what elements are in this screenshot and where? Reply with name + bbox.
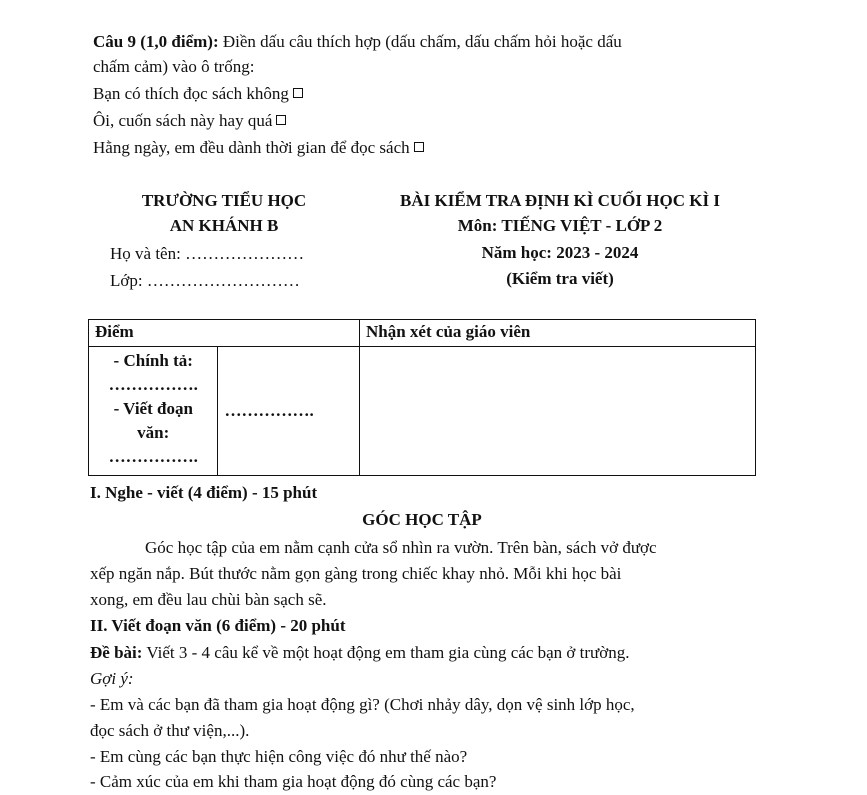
comment-header: Nhận xét của giáo viên [360,320,756,347]
question-9-line-1 [93,30,622,54]
total-score-cell[interactable]: ……………. [218,347,360,476]
answer-box-icon[interactable] [293,88,303,98]
dictation-line-3: xong, em đều lau chùi bàn sạch sẽ. [90,590,327,609]
answer-box-icon[interactable] [276,115,286,125]
hint-1a: - Em và các bạn đã tham gia hoạt động gì? (Chơi nhảy dây, dọn vệ sinh lớp học, [90,695,635,714]
score-breakdown-cell: - Chính tả: ……………. - Viết đoạn văn: ……………. [89,347,218,476]
question-9-label: Câu 9 (1,0 điểm): [93,32,219,51]
question-9-instruction: Điền dấu câu thích hợp (dấu chấm, dấu chấm hỏi hoặc dấu [218,32,622,51]
dictation-title: GÓC HỌC TẬP [362,510,482,529]
hint-1b: đọc sách ở thư viện,...). [90,721,250,740]
school-campus: AN KHÁNH B [169,216,279,235]
score-header: Điểm [89,320,360,347]
part-2-heading: II. Viết đoạn văn (6 điểm) - 20 phút [90,616,346,635]
dictation-line-1: Góc học tập của em nằm cạnh cửa sổ nhìn ra vườn. Trên bàn, sách vở được [145,538,657,557]
school-name: TRƯỜNG TIỂU HỌC [141,191,307,210]
hint-2: - Em cùng các bạn thực hiện công việc đó như thế nào? [90,747,468,766]
sentence-2: Ôi, cuốn sách này hay quá [93,109,286,133]
dictation-line-2: xếp ngăn nắp. Bút thước nằm gọn gàng trong chiếc khay nhỏ. Mỗi khi học bài [90,564,622,583]
sentence-1: Bạn có thích đọc sách không [93,82,303,106]
teacher-comment-cell[interactable] [360,347,756,476]
spelling-score-field[interactable]: ……………. [108,375,198,394]
question-9-line-2: chấm cảm) vào ô trống: [93,57,255,76]
class-field[interactable]: Lớp: ……………………… [110,271,300,290]
prompt: Đề bài: Viết 3 - 4 câu kể về một hoạt động em tham gia cùng các bạn ở trường. [90,643,630,662]
score-table [88,319,756,476]
exam-year: Năm học: 2023 - 2024 [481,243,639,262]
hint-3: - Cảm xúc của em khi tham gia hoạt động đó cùng các bạn? [90,772,497,791]
hint-label: Gợi ý: [90,669,134,688]
exam-title: BÀI KIỂM TRA ĐỊNH KÌ CUỐI HỌC KÌ I [400,191,720,210]
answer-box-icon[interactable] [414,142,424,152]
sentence-3: Hằng ngày, em đều dành thời gian để đọc sách [93,136,424,160]
name-field[interactable]: Họ và tên: ………………… [110,244,305,263]
exam-subject: Môn: TIẾNG VIỆT - LỚP 2 [457,216,663,235]
exam-type: (Kiểm tra viết) [506,269,614,288]
paragraph-score-field[interactable]: ……………. [108,447,198,466]
part-1-heading: I. Nghe - viết (4 điểm) - 15 phút [90,483,318,502]
